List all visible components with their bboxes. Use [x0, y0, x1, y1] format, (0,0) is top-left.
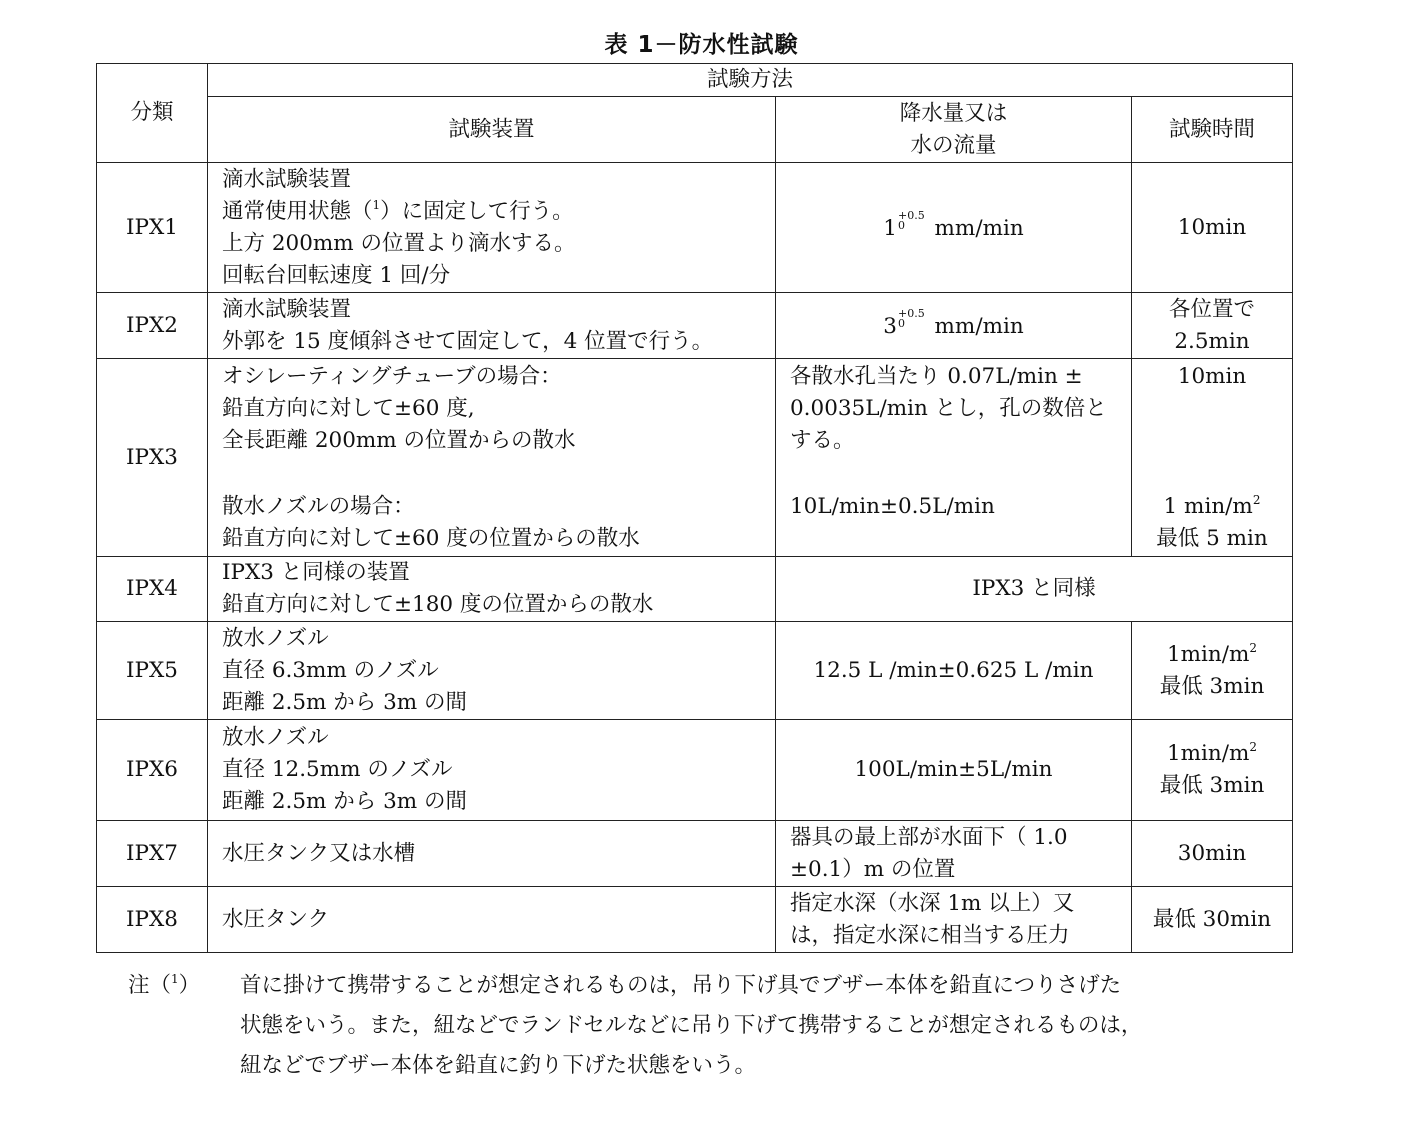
footnote-line: 状態をいう。また，紐などでランドセルなどに吊り下げて携帯することが想定されるものは，	[240, 1013, 1143, 1038]
table-title: 表 1－防水性試験	[604, 32, 799, 58]
header-classification: 分類	[97, 64, 208, 163]
table-row-ipx2	[97, 293, 1293, 359]
class-cell: IPX4	[97, 557, 208, 622]
apparatus-cell: 放水ノズル 直径 12.5mm のノズル 距離 2.5m から 3m の間	[208, 720, 776, 821]
header-apparatus: 試験装置	[208, 97, 776, 163]
table-header-row	[97, 64, 1293, 97]
apparatus-cell: 滴水試験装置 外郭を 15 度傾斜させて固定して，4 位置で行う。	[208, 293, 776, 359]
footnote-label: 注（$^1$）	[128, 972, 201, 998]
duration-cell: 30min	[1132, 821, 1293, 887]
header-flow-line2: 水の流量	[910, 132, 997, 158]
table-row-ipx7	[97, 821, 1293, 887]
duration-cell: 最低 30min	[1132, 887, 1293, 953]
table-row-ipx1	[97, 163, 1293, 293]
footnote-line: 紐などでブザー本体を鉛直に釣り下げた状態をいう。	[240, 1053, 757, 1078]
apparatus-cell: 放水ノズル 直径 6.3mm のノズル 距離 2.5m から 3m の間	[208, 622, 776, 720]
flow-cell: 各散水孔当たり 0.07L/min ± 0.0035L/min とし，孔の数倍と する。 10L/min±0.5L/min	[776, 359, 1132, 557]
duration-cell: $1\min/m^2$ 最低 3min	[1132, 720, 1293, 821]
apparatus-cell: 滴水試験装置 通常使用状態（$^1$）に固定して行う。 上方 200mm の位置より滴水する。 回転台回転速度 1 回/分	[208, 163, 776, 293]
header-flow-line1: 降水量又は	[899, 100, 1008, 126]
class-cell: IPX2	[97, 293, 208, 359]
class-cell: IPX3	[97, 359, 208, 557]
table-row-ipx3	[97, 359, 1293, 557]
duration-cell: 10min	[1132, 163, 1293, 293]
apparatus-cell: IPX3 と同様の装置 鉛直方向に対して±180 度の位置からの散水	[208, 557, 776, 622]
class-cell: IPX5	[97, 622, 208, 720]
table-subheader-row	[97, 97, 1293, 163]
flow-cell: 1 +0.5 0 mm/min	[776, 163, 1132, 293]
footnote-text	[240, 966, 1290, 1086]
duration-cell: 各位置で 2.5min	[1132, 293, 1293, 359]
apparatus-cell: オシレーティングチューブの場合： 鉛直方向に対して±60 度, 全長距離 200mm の位置からの散水 散水ノズルの場合： 鉛直方向に対して±60 度の位置からの散水	[208, 359, 776, 557]
tolerance: +0.5 0	[897, 208, 925, 232]
tolerance: +0.5 0	[897, 306, 925, 330]
flow-cell: 100L/min±5L/min	[776, 720, 1132, 821]
class-cell: IPX8	[97, 887, 208, 953]
flow-cell: 3 +0.5 0 mm/min	[776, 293, 1132, 359]
duration-cell: $1\min/m^2$ 最低 3min	[1132, 622, 1293, 720]
class-cell: IPX6	[97, 720, 208, 821]
class-cell: IPX7	[97, 821, 208, 887]
note-reference: 1	[372, 197, 381, 212]
apparatus-cell: 水圧タンク	[208, 887, 776, 953]
flow-cell: 器具の最上部が水面下（ 1.0 ±0.1）m の位置	[776, 821, 1132, 887]
waterproof-test-table	[96, 63, 1293, 953]
header-duration: 試験時間	[1132, 97, 1293, 163]
header-test-method: 試験方法	[208, 64, 1293, 97]
flow-cell: 12.5 L /min±0.625 L /min	[776, 622, 1132, 720]
table-row-ipx8	[97, 887, 1293, 953]
footnote-line: 首に掛けて携帯することが想定されるものは，吊り下げ具でブザー本体を鉛直につりさげた	[240, 973, 1122, 998]
apparatus-cell: 水圧タンク又は水槽	[208, 821, 776, 887]
table-row-ipx4	[97, 557, 1293, 622]
class-cell: IPX1	[97, 163, 208, 293]
table-row-ipx6	[97, 720, 1293, 821]
table-row-ipx5	[97, 622, 1293, 720]
flow-cell: 指定水深（水深 1m 以上）又 は，指定水深に相当する圧力	[776, 887, 1132, 953]
duration-cell: 10min 1 $\min/m^2$ 最低 5 min	[1132, 359, 1293, 557]
same-as-cell: IPX3 と同様	[776, 557, 1293, 622]
header-flow	[776, 97, 1132, 163]
